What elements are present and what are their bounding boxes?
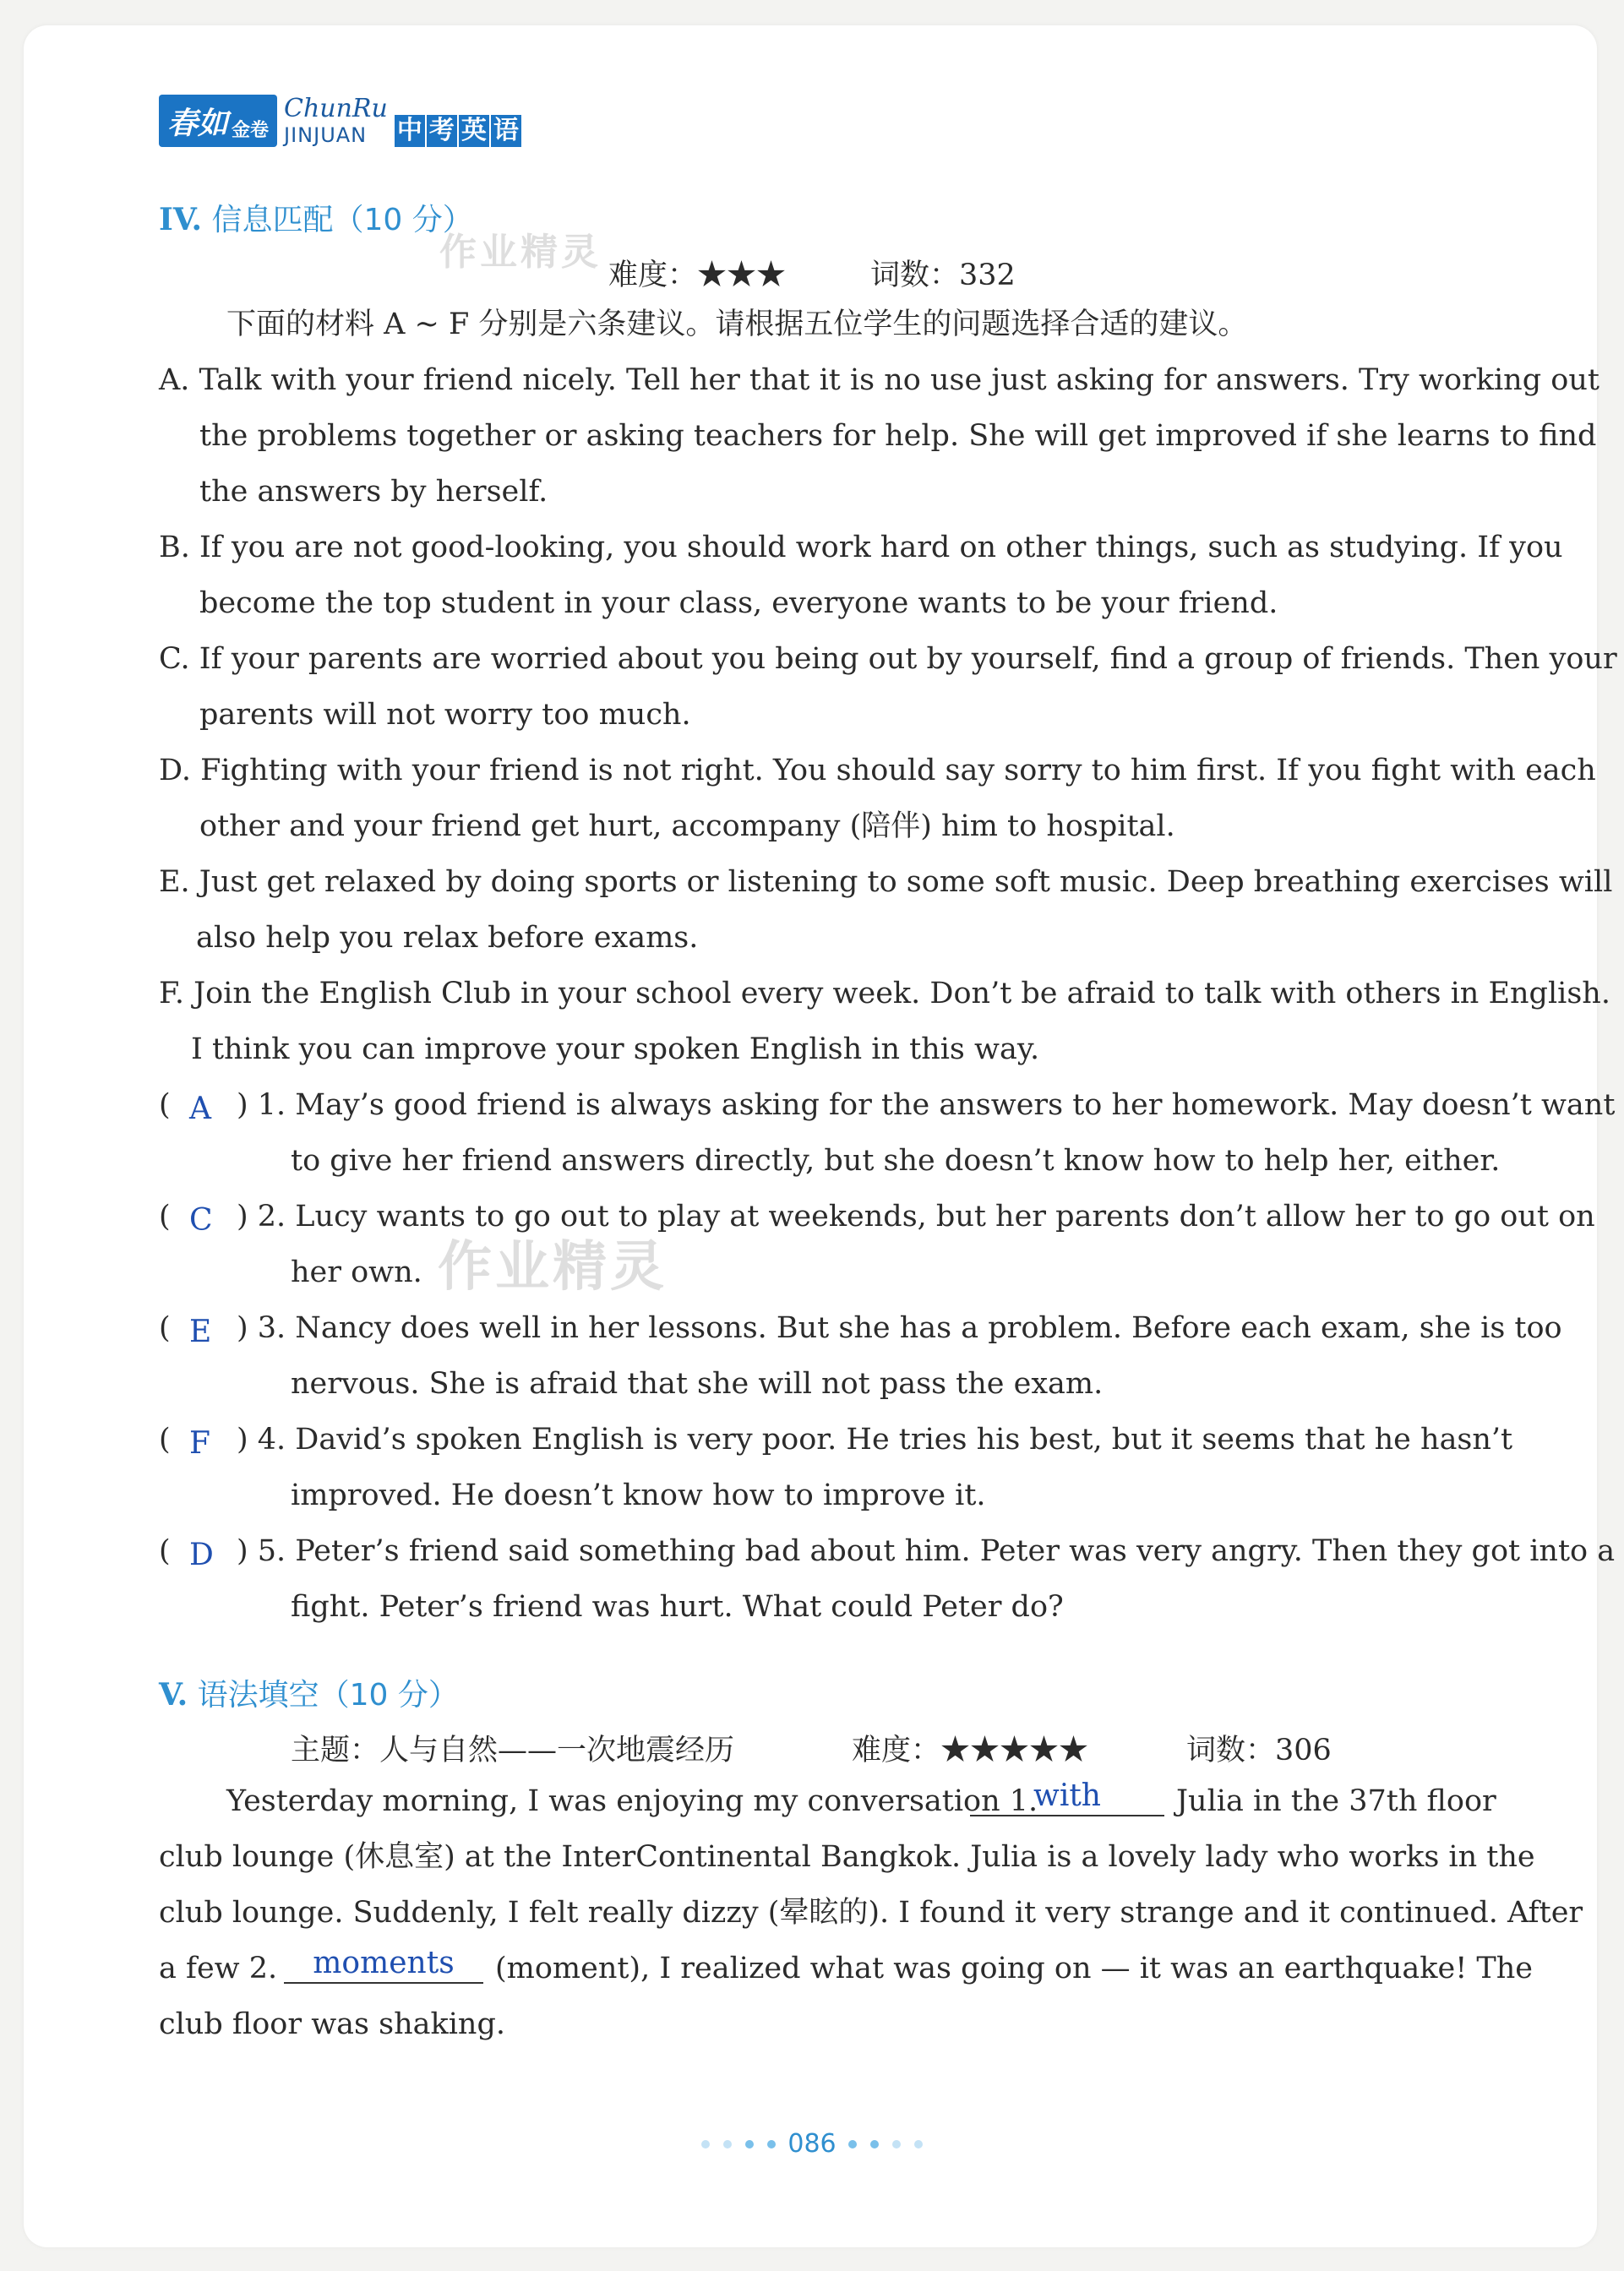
brand-tag-char: 考 xyxy=(427,115,457,147)
question-3-paren: ( xyxy=(159,1311,171,1345)
option-e-line-2: also help you relax before exams. xyxy=(196,921,699,955)
option-c-line-2: parents will not worry too much. xyxy=(199,698,691,732)
dot-decoration xyxy=(848,2140,857,2148)
logo-badge xyxy=(159,95,277,147)
page-number-bar xyxy=(0,2129,1624,2159)
question-4-line-1: ) 4. David’s spoken English is very poor. He tries his best, but it seems that he hasn’t xyxy=(237,1423,1513,1457)
option-b-line-2: become the top student in your class, everyone wants to be your friend. xyxy=(199,586,1278,620)
logo-sub: 金卷 xyxy=(232,119,270,141)
section-4-word-count: 词数：332 xyxy=(870,259,1016,292)
blank-2: moments xyxy=(284,1948,483,1984)
section-5-number: V. xyxy=(159,1677,188,1713)
question-2-line-2: her own. xyxy=(291,1255,422,1289)
dot-decoration xyxy=(914,2140,923,2148)
question-1-answer: A xyxy=(189,1092,211,1126)
option-c-line-1: C. If your parents are worried about you being out by yourself, find a group of friends. Then your xyxy=(159,642,1617,676)
brand-tag xyxy=(393,95,521,147)
dot-decoration xyxy=(745,2140,754,2148)
question-4-paren: ( xyxy=(159,1423,171,1457)
question-3-line-1: ) 3. Nancy does well in her lessons. But she has a problem. Before each exam, she is too xyxy=(237,1311,1562,1345)
section-5-theme: 主题：人与自然——一次地震经历 xyxy=(291,1734,735,1767)
section-5-title xyxy=(159,1671,459,1714)
blank-1: with xyxy=(970,1781,1164,1816)
section-4-title-text: 信息匹配（10 分） xyxy=(202,203,473,237)
dot-decoration xyxy=(701,2140,710,2148)
option-d-line-2: other and your friend get hurt, accompany (陪伴) him to hospital. xyxy=(199,809,1175,843)
brand-en-2: JINJUAN xyxy=(284,123,368,147)
option-f-line-1: F. Join the English Club in your school every week. Don’t be afraid to talk with others in English. xyxy=(159,977,1610,1010)
option-a-line-2: the problems together or asking teachers for help. She will get improved if she learns to find xyxy=(199,419,1597,453)
passage-line-1b: Julia in the 37th floor xyxy=(1176,1784,1496,1818)
dot-decoration xyxy=(723,2140,732,2148)
section-4-instruction: 下面的材料 A ~ F 分别是六条建议。请根据五位学生的问题选择合适的建议。 xyxy=(226,308,1248,341)
section-5-word-count: 词数：306 xyxy=(1186,1734,1332,1767)
option-e-line-1: E. Just get relaxed by doing sports or listening to some soft music. Deep breathing exercises will xyxy=(159,865,1613,899)
passage-line-4b: (moment), I realized what was going on — it was an earthquake! The xyxy=(495,1952,1534,1985)
dot-decoration xyxy=(767,2140,776,2148)
brand-tag-char: 中 xyxy=(395,115,425,147)
brand-tag-char: 语 xyxy=(491,115,521,147)
passage-line-5: club floor was shaking. xyxy=(159,2007,505,2041)
passage-line-4a: a few 2. xyxy=(159,1952,278,1985)
option-d-line-1: D. Fighting with your friend is not right. You should say sorry to him first. If you fight with each xyxy=(159,754,1596,787)
question-2-answer: C xyxy=(189,1203,213,1238)
brand-en-1: ChunRu xyxy=(284,94,388,123)
option-b-line-1: B. If you are not good-looking, you should work hard on other things, such as studying. If you xyxy=(159,531,1563,564)
question-5-paren: ( xyxy=(159,1534,171,1568)
question-1-line-1: ) 1. May’s good friend is always asking for the answers to her homework. May doesn’t want xyxy=(237,1088,1616,1122)
section-5-difficulty: 难度：★★★★★ xyxy=(852,1734,1089,1767)
section-4-number: IV. xyxy=(159,202,203,237)
option-a-line-3: the answers by herself. xyxy=(199,475,548,509)
question-2-paren: ( xyxy=(159,1200,171,1234)
question-5-answer: D xyxy=(189,1538,214,1572)
dot-decoration xyxy=(892,2140,901,2148)
watermark: 作业精灵 xyxy=(438,1236,668,1299)
question-5-line-1: ) 5. Peter’s friend said something bad about him. Peter was very angry. Then they got into a xyxy=(237,1534,1616,1568)
passage-line-1a: Yesterday morning, I was enjoying my conversation 1. xyxy=(226,1784,1038,1818)
page-number: 086 xyxy=(787,2129,837,2159)
question-4-line-2: improved. He doesn’t know how to improve it. xyxy=(291,1479,986,1512)
question-1-line-2: to give her friend answers directly, but she doesn’t know how to help her, either. xyxy=(291,1144,1501,1178)
question-3-line-2: nervous. She is afraid that she will not pass the exam. xyxy=(291,1367,1104,1401)
option-f-line-2: I think you can improve your spoken English in this way. xyxy=(191,1032,1040,1066)
question-1-paren: ( xyxy=(159,1088,171,1122)
section-4-title xyxy=(159,196,473,239)
watermark: 作业精灵 xyxy=(439,231,602,274)
question-3-answer: E xyxy=(189,1315,212,1349)
logo-brand-text xyxy=(284,95,388,147)
passage-line-3: club lounge. Suddenly, I felt really dizzy (晕眩的). I found it very strange and it continued. After xyxy=(159,1896,1583,1930)
section-4-difficulty: 难度：★★★ xyxy=(608,259,787,292)
question-4-answer: F xyxy=(189,1426,210,1461)
brand-tag-char: 英 xyxy=(459,115,489,147)
section-5-title-text: 语法填空（10 分） xyxy=(188,1678,459,1713)
option-a-line-1: A. Talk with your friend nicely. Tell her that it is no use just asking for answers. Try working out xyxy=(159,363,1599,397)
question-2-line-1: ) 2. Lucy wants to go out to play at weekends, but her parents don’t allow her to go out on xyxy=(237,1200,1595,1234)
passage-line-2: club lounge (休息室) at the InterContinental Bangkok. Julia is a lovely lady who works in the xyxy=(159,1840,1535,1874)
question-5-line-2: fight. Peter’s friend was hurt. What could Peter do? xyxy=(291,1590,1064,1624)
dot-decoration xyxy=(870,2140,879,2148)
logo-main: 春如 xyxy=(166,106,228,141)
brand-logo xyxy=(159,95,521,147)
